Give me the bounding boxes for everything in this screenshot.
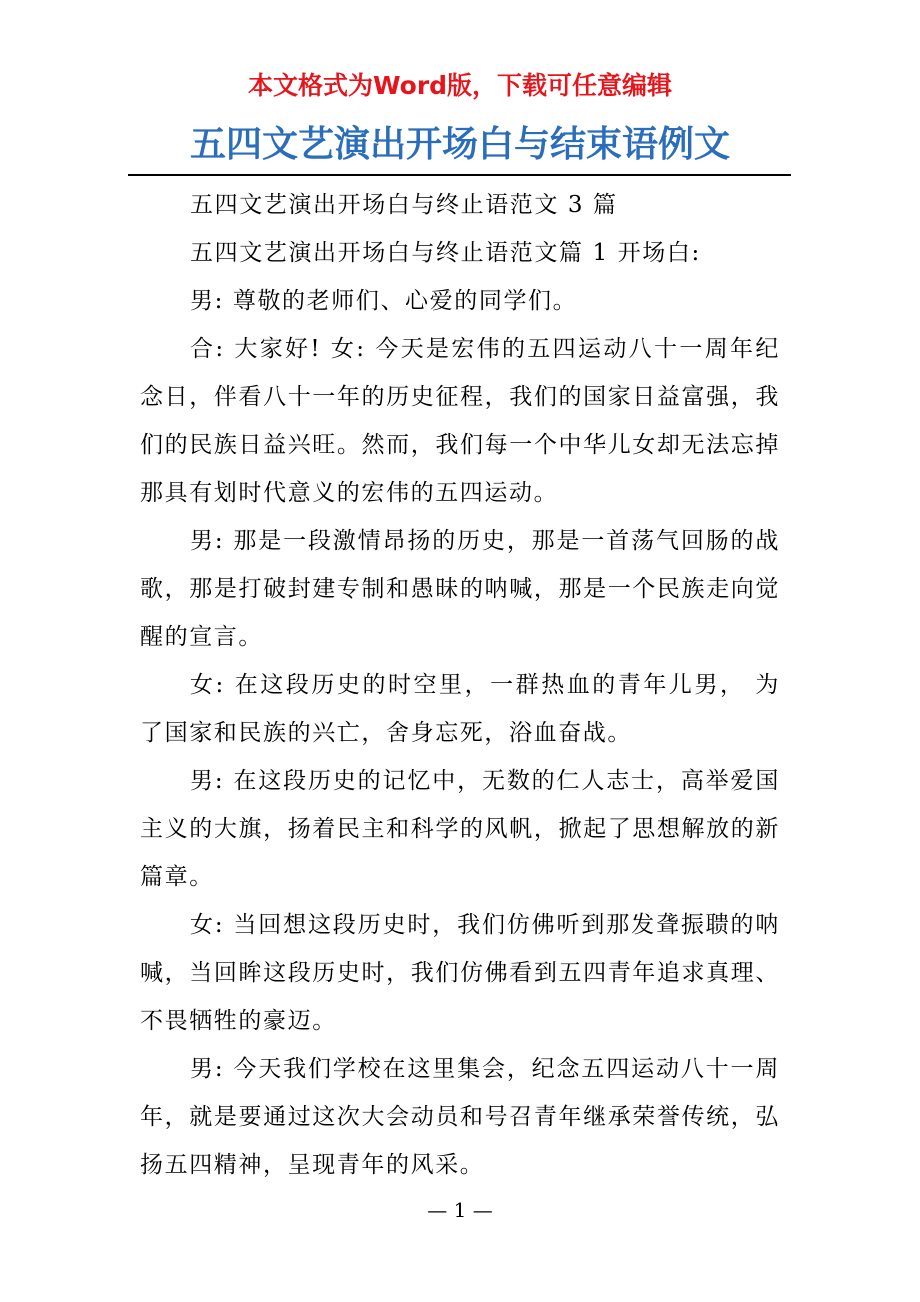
title-divider <box>128 174 791 176</box>
paragraph: 男: 尊敬的老师们、心爱的同学们。 <box>190 288 578 314</box>
paragraph: 女: 当回想这段历史时，我们仿佛听到那发聋振聩的呐喊，当回眸这段历史时，我们仿佛看到五四青年追求真理、不畏牺牲的豪迈。 <box>140 912 780 1034</box>
document-title: 五四文艺演出开场白与结束语例文 <box>189 123 730 165</box>
paragraph: 女: 在这段历史的时空里，一群热血的青年儿男， 为了国家和民族的兴亡，舍身忘死，浴血奋战。 <box>140 672 780 746</box>
paragraph: 男: 那是一段激情昂扬的历史，那是一首荡气回肠的战歌，那是打破封建专制和愚昧的呐喊，那是一个民族走向觉醒的宣言。 <box>140 528 780 650</box>
paragraph: 五四文艺演出开场白与终止语范文篇 1 开场白: <box>190 240 701 266</box>
paragraph: 男: 在这段历史的记忆中，无数的仁人志士，高举爱国主义的大旗，扬着民主和科学的风帆，掀起了思想解放的新篇章。 <box>140 768 780 890</box>
paragraph: 五四文艺演出开场白与终止语范文 3 篇 <box>190 192 618 218</box>
paragraph: 合: 大家好! 女: 今天是宏伟的五四运动八十一周年纪念日，伴看八十一年的历史征程，我们的国家日益富强，我们的民族日益兴旺。然而，我们每一个中华儿女却无法忘掉那具有划时代意义的宏伟的五四运动。 <box>140 336 780 506</box>
document-body <box>140 181 780 1189</box>
paragraph: 男: 今天我们学校在这里集会，纪念五四运动八十一周年，就是要通过这次大会动员和号召青年继承荣誉传统，弘扬五四精神，呈现青年的风采。 <box>140 1056 780 1178</box>
format-notice-banner: 本文格式为Word版，下载可任意编辑 <box>247 71 673 100</box>
page-number: — 1 — <box>427 1198 493 1222</box>
